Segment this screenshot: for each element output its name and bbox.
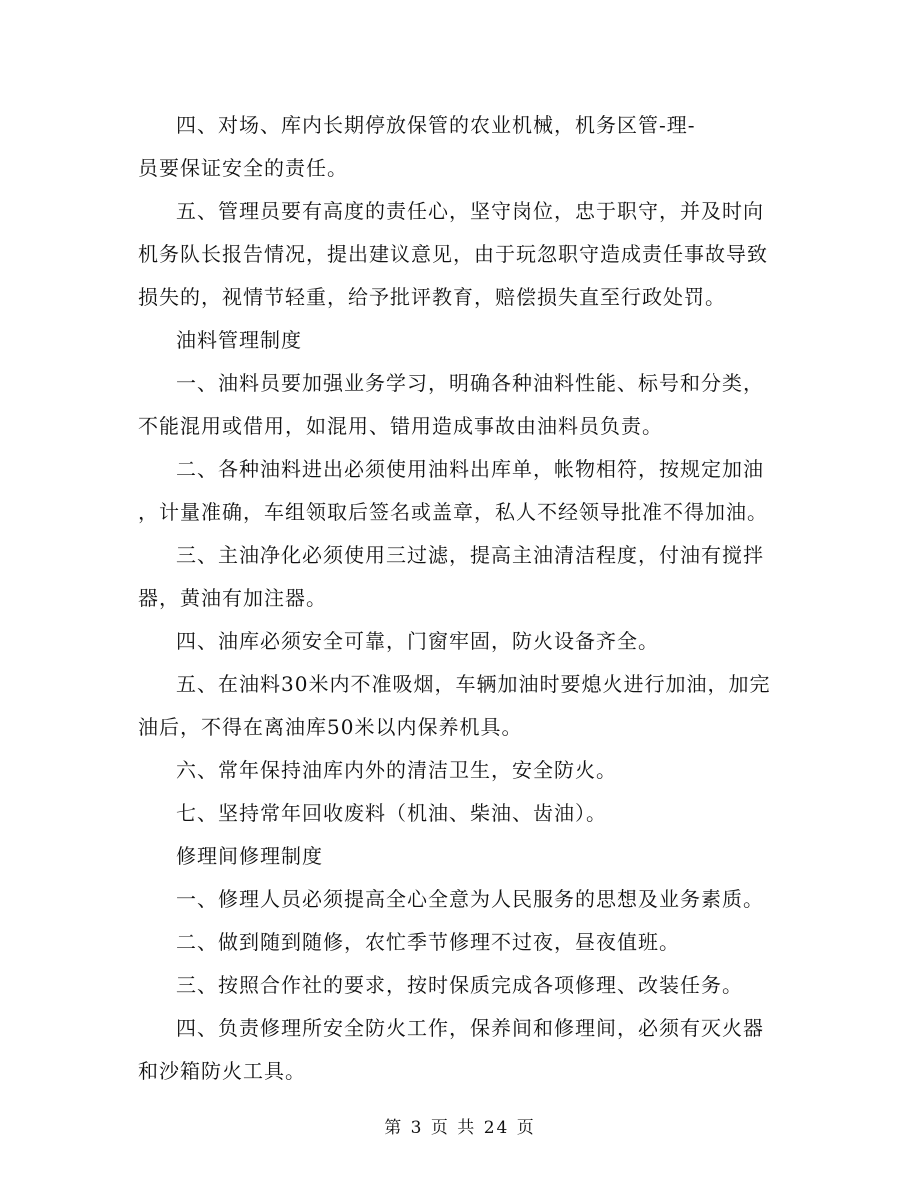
text-line: 一、修理人员必须提高全心全意为人民服务的思想及业务素质。 — [176, 887, 764, 911]
text-line: 员要保证安全的责任。 — [138, 156, 348, 180]
text-line: 四、负责修理所安全防火工作，保养间和修理间，必须有灭火器 — [176, 1016, 764, 1040]
document-body — [138, 104, 786, 1093]
text-line: 五、在油料30米内不准吸烟，车辆加油时要熄火进行加油，加完 — [176, 672, 771, 696]
text-line: 五、管理员要有高度的责任心，坚守岗位，忠于职守，并及时向 — [176, 199, 764, 223]
text-line: 六、常年保持油库内外的清洁卫生，安全防火。 — [176, 758, 617, 782]
text-line: 油料管理制度 — [176, 328, 302, 352]
text-line: 油后，不得在离油库50米以内保养机具。 — [138, 715, 523, 739]
text-line: 器，黄油有加注器。 — [138, 586, 327, 610]
text-line: 一、油料员要加强业务学习，明确各种油料性能、标号和分类， — [176, 371, 764, 395]
text-line: 三、主油净化必须使用三过滤，提高主油清洁程度，付油有搅拌 — [176, 543, 764, 567]
text-line: 二、做到随到随修，农忙季节修理不过夜，昼夜值班。 — [176, 930, 680, 954]
text-line: 机务队长报告情况，提出建议意见，由于玩忽职守造成责任事故导致 — [138, 242, 768, 266]
text-line: ，计量准确，车组领取后签名或盖章，私人不经领导批准不得加油。 — [138, 500, 768, 524]
text-line: 不能混用或借用，如混用、错用造成事故由油料员负责。 — [138, 414, 663, 438]
text-line: 修理间修理制度 — [176, 844, 323, 868]
text-line: 三、按照合作社的要求，按时保质完成各项修理、改装任务。 — [176, 973, 743, 997]
text-line: 和沙箱防火工具。 — [138, 1059, 306, 1083]
text-line: 损失的，视情节轻重，给予批评教育，赔偿损失直至行政处罚。 — [138, 285, 726, 309]
text-line: 二、各种油料进出必须使用油料出库单，帐物相符，按规定加油 — [176, 457, 764, 481]
text-line: 四、油库必须安全可靠，门窗牢固，防火设备齐全。 — [176, 629, 659, 653]
text-line: 七、坚持常年回收废料（机油、柴油、齿油）。 — [176, 801, 607, 825]
page-footer: 第 3 页 共 24 页 — [384, 1118, 536, 1138]
text-line: 四、对场、库内长期停放保管的农业机械，机务区管-理- — [176, 113, 696, 137]
